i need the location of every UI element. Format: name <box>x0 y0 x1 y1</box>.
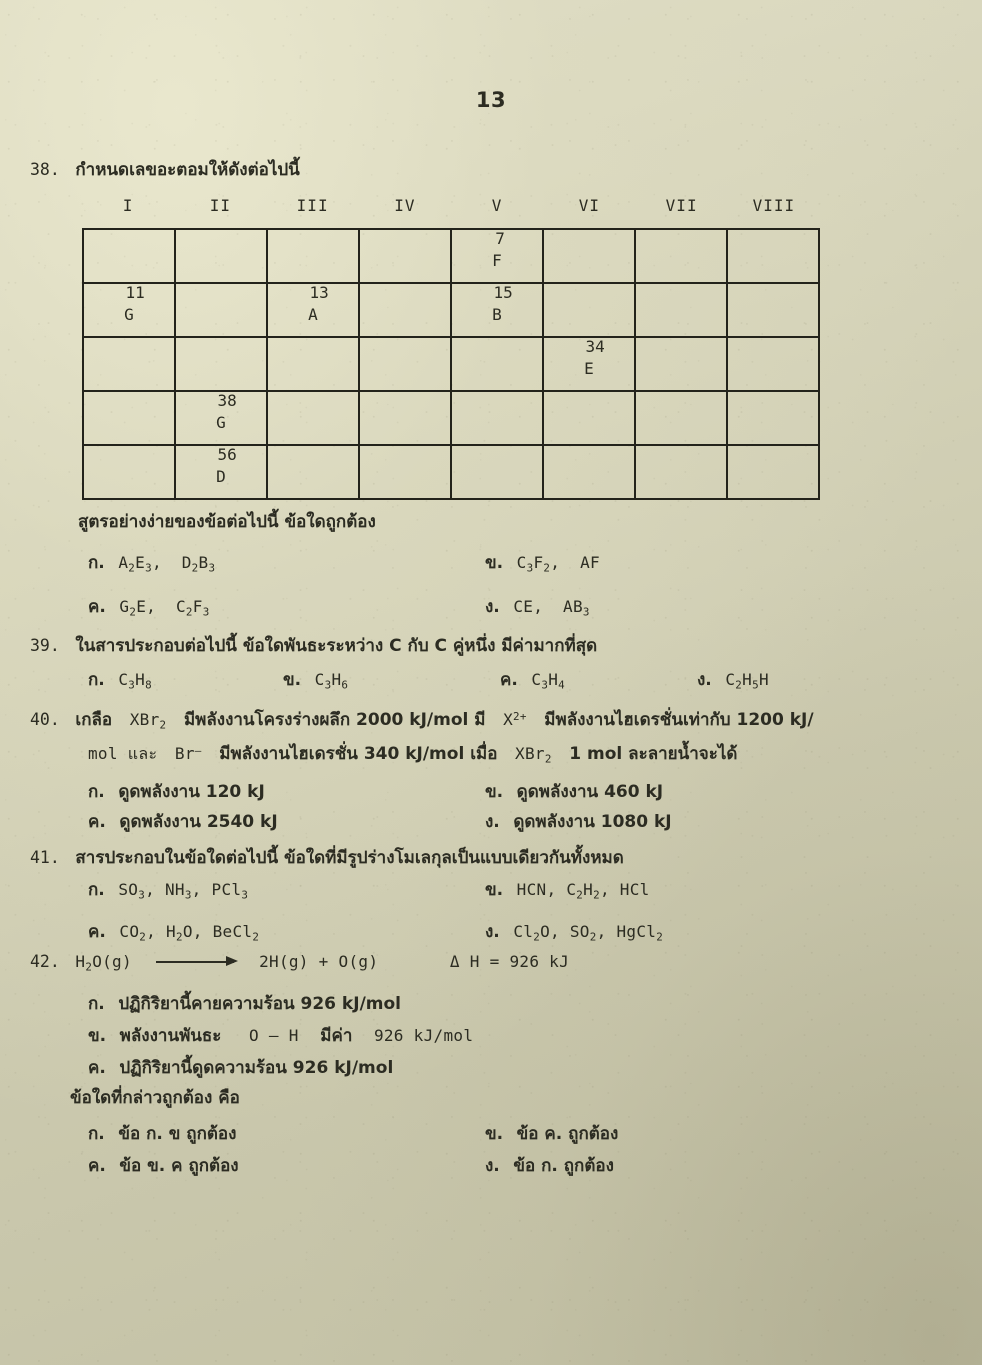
q40-line2-b: มีพลังงานไฮเดรชั่น 340 kJ/mol เมื่อ <box>219 744 498 764</box>
table-cell <box>175 391 267 445</box>
question-42-statement-c <box>88 1058 393 1080</box>
choice-label: ค. <box>500 670 518 690</box>
table-cell <box>543 283 635 337</box>
reaction-arrow-icon <box>152 957 248 967</box>
question-42-statement-a <box>88 994 401 1016</box>
choice-text: HCN, $C_2H_2$, HCl <box>516 880 650 902</box>
q42-delta-h: Δ H = 926 kJ <box>449 952 570 971</box>
element-entry <box>216 391 237 432</box>
statement-value: 926 kJ/mol <box>373 1026 474 1045</box>
choice-text: ข้อ ก. ข ถูกต้อง <box>118 1124 237 1144</box>
statement-text-a: พลังงานพันธะ <box>119 1026 222 1046</box>
question-38-choice-a[interactable] <box>88 553 215 575</box>
question-41-heading <box>30 848 624 870</box>
statement-bond-oh: O – H <box>248 1026 299 1045</box>
element-symbol: G <box>216 413 226 432</box>
question-40-choice-d[interactable] <box>485 812 672 834</box>
group-header: V <box>491 196 503 215</box>
question-40-number: 40. <box>30 710 60 729</box>
choice-text: ข้อ ก. ถูกต้อง <box>513 1156 614 1176</box>
statement-text: ปฏิกิริยานี้ดูดความร้อน 926 kJ/mol <box>119 1058 394 1078</box>
question-40-line-1 <box>30 710 814 732</box>
atomic-number-table <box>82 228 820 500</box>
q40-ion-br-minus: Br– <box>174 744 202 763</box>
question-39-choice-d[interactable] <box>697 670 769 692</box>
table-cell <box>727 391 819 445</box>
question-42-choice-a[interactable] <box>88 1124 236 1146</box>
element-entry <box>492 283 513 324</box>
group-header: VI <box>578 196 600 215</box>
choice-text: CE, $AB_3$ <box>513 597 590 619</box>
question-41-choice-b[interactable] <box>485 880 650 902</box>
choice-text: ดูดพลังงาน 2540 kJ <box>119 812 278 832</box>
question-42-choice-d[interactable] <box>485 1156 614 1178</box>
choice-text: $C_2H_5H$ <box>725 670 769 692</box>
question-42-choice-b[interactable] <box>485 1124 618 1146</box>
element-symbol: G <box>124 305 134 324</box>
periodic-group-headers <box>82 196 820 215</box>
question-40-line-2 <box>88 744 737 766</box>
table-cell <box>83 229 175 283</box>
table-row <box>83 229 819 283</box>
table-cell <box>451 283 543 337</box>
table-cell <box>267 229 359 283</box>
element-entry <box>492 229 505 270</box>
group-header: III <box>296 196 329 215</box>
table-cell <box>175 283 267 337</box>
question-38-number: 38. <box>30 160 60 179</box>
q40-ion-x2plus: $X^{2+}$ <box>503 710 527 729</box>
table-cell <box>267 391 359 445</box>
q40-formula-xbr2: XBr$_2$ <box>129 710 167 732</box>
question-40-choice-b[interactable] <box>485 782 663 804</box>
table-row <box>83 283 819 337</box>
q40-line2-a: mol และ <box>88 744 158 763</box>
table-cell <box>451 337 543 391</box>
table-cell <box>635 391 727 445</box>
statement-label: ค. <box>88 1058 106 1078</box>
question-38-prompt: กำหนดเลขอะตอมให้ดังต่อไปนี้ <box>75 160 300 180</box>
table-cell <box>359 229 451 283</box>
q40-text-pre: เกลือ <box>75 710 113 730</box>
table-cell <box>175 229 267 283</box>
question-42-lead: ข้อใดที่กล่าวถูกต้อง คือ <box>70 1088 240 1108</box>
question-39-choice-a[interactable] <box>88 670 152 692</box>
table-cell <box>543 391 635 445</box>
atomic-number: 56 <box>217 445 237 464</box>
table-cell <box>727 229 819 283</box>
table-cell <box>267 283 359 337</box>
choice-label: ก. <box>88 1124 105 1144</box>
question-38-subprompt: สูตรอย่างง่ายของข้อต่อไปนี้ ข้อใดถูกต้อง <box>78 512 376 532</box>
choice-label: ง. <box>485 812 500 832</box>
atomic-number: 34 <box>585 337 605 356</box>
question-41-choice-a[interactable] <box>88 880 248 902</box>
choice-label: ง. <box>697 670 712 690</box>
table-cell <box>267 337 359 391</box>
statement-label: ก. <box>88 994 105 1014</box>
statement-text-c: มีค่า <box>320 1026 353 1046</box>
choice-text: $C_3H_8$ <box>118 670 152 692</box>
element-entry <box>308 283 329 324</box>
question-42-equation <box>30 952 569 974</box>
table-cell <box>635 229 727 283</box>
page-number: 13 <box>475 88 507 112</box>
table-cell <box>543 337 635 391</box>
table-cell <box>727 445 819 499</box>
choice-label: ข. <box>485 553 504 573</box>
choice-label: ง. <box>485 1156 500 1176</box>
atomic-number-table-wrap <box>82 228 820 500</box>
choice-label: ง. <box>485 922 500 942</box>
element-entry <box>124 283 145 324</box>
group-header: VII <box>665 196 698 215</box>
table-row <box>83 337 819 391</box>
q40-text-post: มีพลังงานไฮเดรชั่นเท่ากับ 1200 kJ/ <box>544 710 814 730</box>
table-cell <box>175 445 267 499</box>
question-41-choice-c[interactable] <box>88 922 259 944</box>
table-row <box>83 445 819 499</box>
choice-text: $SO_3$, $NH_3$, PCl$_3$ <box>118 880 249 902</box>
question-38-choice-c[interactable] <box>88 597 210 619</box>
choice-text: ข้อ ค. ถูกต้อง <box>516 1124 619 1144</box>
element-symbol: A <box>308 305 318 324</box>
table-cell <box>543 229 635 283</box>
choice-text: ดูดพลังงาน 120 kJ <box>118 782 265 802</box>
choice-text: $Cl_2O$, $SO_2$, HgCl$_2$ <box>513 922 664 944</box>
question-38-choice-b[interactable] <box>485 553 600 575</box>
choice-label: ค. <box>88 597 106 617</box>
choice-label: ข. <box>283 670 302 690</box>
q42-reactant: $H_2O(g)$ <box>75 952 132 974</box>
question-38-heading <box>30 160 300 182</box>
question-40-choice-c[interactable] <box>88 812 278 834</box>
question-39-prompt: ในสารประกอบต่อไปนี้ ข้อใดพันธะระหว่าง C กับ C คู่หนึ่ง มีค่ามากที่สุด <box>75 636 598 656</box>
table-cell <box>635 283 727 337</box>
table-cell <box>359 337 451 391</box>
question-42-statement-b <box>88 1026 473 1048</box>
table-row <box>83 391 819 445</box>
choice-label: ง. <box>485 597 500 617</box>
table-cell <box>727 337 819 391</box>
choice-text: $A_2E_3$, $D_2B_3$ <box>118 553 216 575</box>
element-symbol: D <box>216 467 226 486</box>
choice-label: ก. <box>88 553 105 573</box>
table-cell <box>543 445 635 499</box>
question-41-prompt: สารประกอบในข้อใดต่อไปนี้ ข้อใดที่มีรูปร่างโมเลกุลเป็นแบบเดียวกันทั้งหมด <box>75 848 624 868</box>
table-cell <box>451 391 543 445</box>
choice-text: ข้อ ข. ค ถูกต้อง <box>119 1156 239 1176</box>
question-39-heading <box>30 636 597 658</box>
question-41-number: 41. <box>30 848 60 867</box>
element-symbol: F <box>492 251 502 270</box>
question-39-choice-c[interactable] <box>500 670 565 692</box>
table-cell <box>267 445 359 499</box>
choice-label: ก. <box>88 782 105 802</box>
choice-text: ดูดพลังงาน 460 kJ <box>516 782 664 802</box>
question-42-choice-c[interactable] <box>88 1156 239 1178</box>
q40-text-mid: มีพลังงานโครงร่างผลึก 2000 kJ/mol มี <box>183 710 486 730</box>
table-cell <box>635 445 727 499</box>
choice-label: ข. <box>485 782 504 802</box>
choice-label: ก. <box>88 670 105 690</box>
atomic-number: 38 <box>217 391 237 410</box>
table-cell <box>451 229 543 283</box>
element-entry <box>216 445 237 486</box>
choice-label: ข. <box>485 880 504 900</box>
question-42-number: 42. <box>30 952 60 971</box>
statement-label: ข. <box>88 1026 107 1046</box>
choice-label: ค. <box>88 1156 106 1176</box>
table-cell <box>727 283 819 337</box>
choice-text: $G_2E$, $C_2F_3$ <box>119 597 210 619</box>
table-cell <box>451 445 543 499</box>
group-header: I <box>122 196 134 215</box>
choice-label: ก. <box>88 880 105 900</box>
choice-text: $C_3H_6$ <box>314 670 349 692</box>
choice-text: $CO_2$, $H_2O$, BeCl$_2$ <box>119 922 260 944</box>
atomic-number: 7 <box>495 229 505 248</box>
choice-label: ข. <box>485 1124 504 1144</box>
q40-line2-c: 1 mol ละลายน้ำจะได้ <box>569 744 738 764</box>
table-cell <box>83 391 175 445</box>
table-cell <box>83 337 175 391</box>
group-header: II <box>209 196 231 215</box>
question-38-choice-d[interactable] <box>485 597 590 619</box>
element-symbol: E <box>584 359 594 378</box>
group-header: IV <box>394 196 416 215</box>
element-symbol: B <box>492 305 502 324</box>
choice-text: ดูดพลังงาน 1080 kJ <box>513 812 672 832</box>
table-cell <box>83 283 175 337</box>
atomic-number: 11 <box>125 283 145 302</box>
question-39-number: 39. <box>30 636 60 655</box>
question-39-choice-b[interactable] <box>283 670 348 692</box>
atomic-number: 13 <box>309 283 329 302</box>
choice-label: ค. <box>88 922 106 942</box>
table-cell <box>359 283 451 337</box>
table-cell <box>175 337 267 391</box>
table-cell <box>359 445 451 499</box>
q40-formula-xbr2-b: XBr$_2$ <box>515 744 552 766</box>
table-cell <box>635 337 727 391</box>
choice-text: $C_3H_4$ <box>531 670 566 692</box>
q42-products: 2H(g) + O(g) <box>259 952 379 971</box>
choice-label: ค. <box>88 812 106 832</box>
atomic-number: 15 <box>493 283 513 302</box>
question-40-choice-a[interactable] <box>88 782 265 804</box>
question-41-choice-d[interactable] <box>485 922 663 944</box>
statement-text: ปฏิกิริยานี้คายความร้อน 926 kJ/mol <box>118 994 401 1014</box>
choice-text: $C_3F_2$, AF <box>516 553 600 575</box>
group-header: VIII <box>752 196 796 215</box>
element-entry <box>584 337 605 378</box>
table-cell <box>83 445 175 499</box>
table-cell <box>359 391 451 445</box>
